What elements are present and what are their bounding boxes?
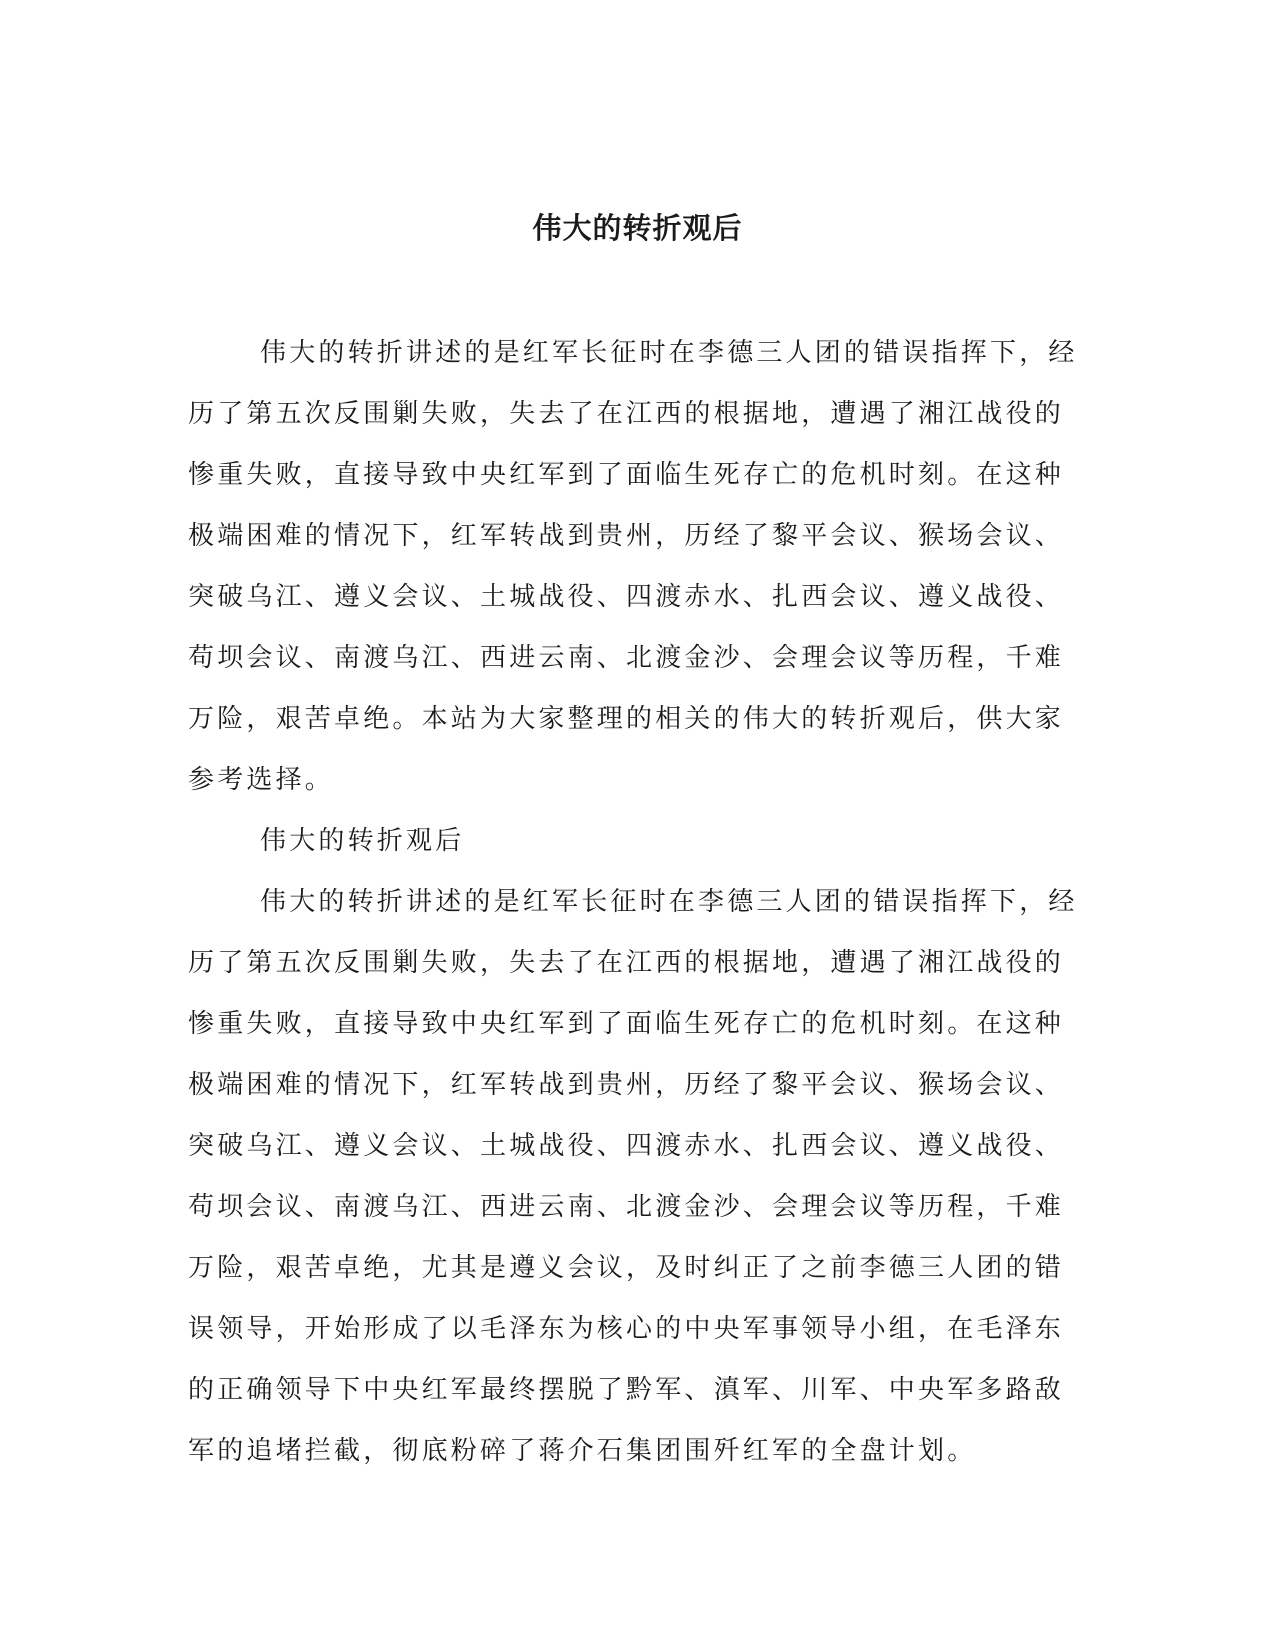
text-line: 参考选择。 [188,765,335,795]
text-line: 突破乌江、遵义会议、土城战役、四渡赤水、扎西会议、遵义战役、 [188,582,1065,612]
paragraph-intro [188,323,1084,811]
paragraph-main [188,872,1084,1482]
text-line: 极端困难的情况下，红军转战到贵州，历经了黎平会议、猴场会议、 [188,1070,1065,1100]
text-line: 军的追堵拦截，彻底粉碎了蒋介石集团围歼红军的全盘计划。 [188,1436,977,1466]
text-line: 伟大的转折讲述的是红军长征时在李德三人团的错误指挥下，经 [260,338,1078,368]
document-body [188,323,1084,1482]
text-line: 突破乌江、遵义会议、土城战役、四渡赤水、扎西会议、遵义战役、 [188,1131,1065,1161]
text-line: 苟坝会议、南渡乌江、西进云南、北渡金沙、会理会议等历程，千难 [188,1192,1065,1222]
text-line: 误领导，开始形成了以毛泽东为核心的中央军事领导小组，在毛泽东 [188,1314,1065,1344]
text-line: 惨重失败，直接导致中央红军到了面临生死存亡的危机时刻。在这种 [188,1009,1065,1039]
text-line: 万险，艰苦卓绝。本站为大家整理的相关的伟大的转折观后，供大家 [188,704,1065,734]
text-line: 的正确领导下中央红军最终摆脱了黔军、滇军、川军、中央军多路敌 [188,1375,1065,1405]
text-line: 极端困难的情况下，红军转战到贵州，历经了黎平会议、猴场会议、 [188,521,1065,551]
text-line: 惨重失败，直接导致中央红军到了面临生死存亡的危机时刻。在这种 [188,460,1065,490]
text-line: 历了第五次反围剿失败，失去了在江西的根据地，遭遇了湘江战役的 [188,399,1065,429]
text-line: 历了第五次反围剿失败，失去了在江西的根据地，遭遇了湘江战役的 [188,948,1065,978]
text-line: 苟坝会议、南渡乌江、西进云南、北渡金沙、会理会议等历程，千难 [188,643,1065,673]
text-line: 万险，艰苦卓绝，尤其是遵义会议，及时纠正了之前李德三人团的错 [188,1253,1065,1283]
page-title: 伟大的转折观后 [532,211,743,245]
section-heading [188,811,1084,872]
text-line: 伟大的转折讲述的是红军长征时在李德三人团的错误指挥下，经 [260,887,1078,917]
text-line: 伟大的转折观后 [260,826,465,856]
